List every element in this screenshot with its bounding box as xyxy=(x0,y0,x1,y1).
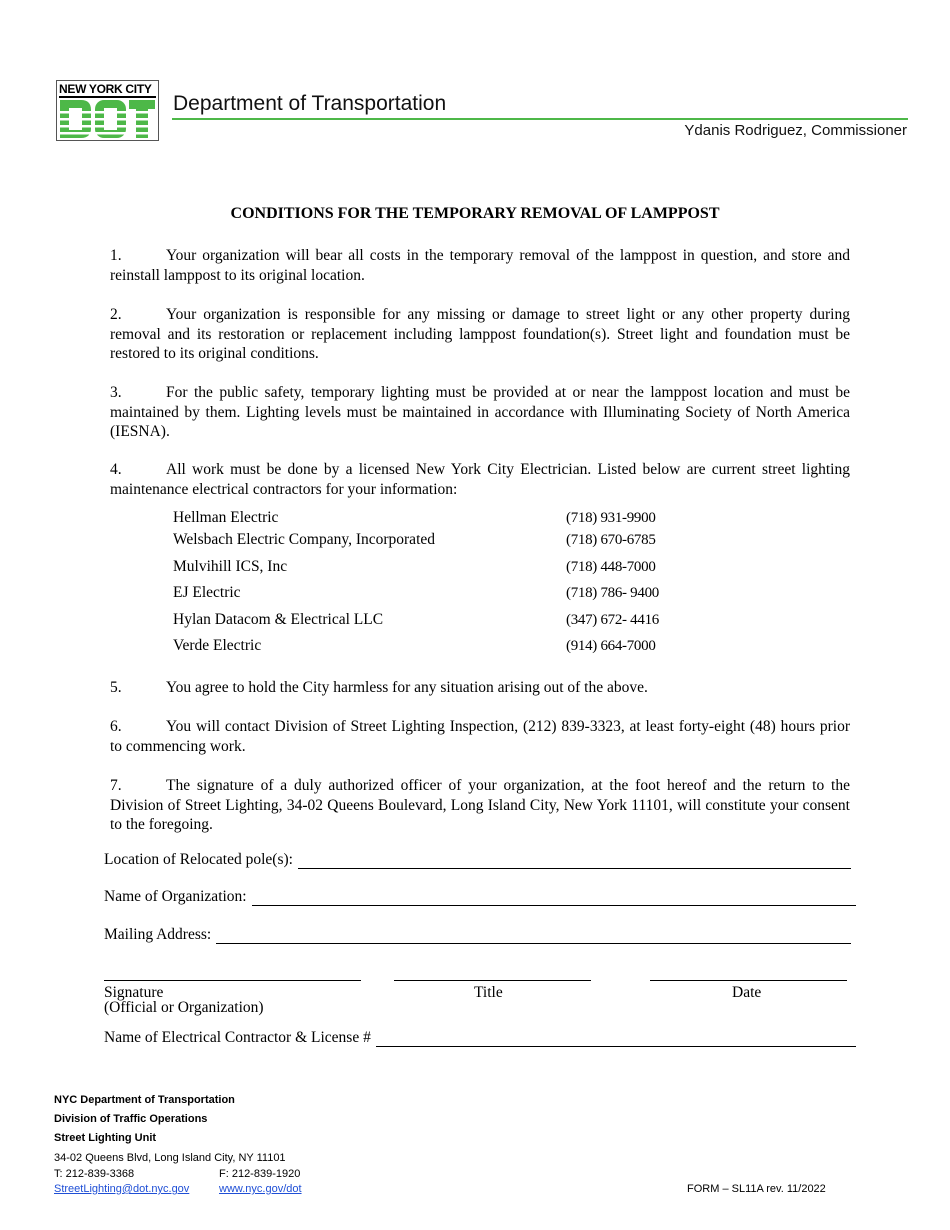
footer-agency: NYC Department of Transportation xyxy=(54,1094,235,1106)
contractor-phone: (718) 670-6785 xyxy=(566,532,656,548)
condition-number: 1. xyxy=(110,247,122,264)
condition-number: 7. xyxy=(110,777,122,794)
contractor-name: Mulvihill ICS, Inc xyxy=(173,558,288,575)
contractor-license-line[interactable] xyxy=(376,1032,856,1047)
contractor-phone: (718) 448-7000 xyxy=(566,559,656,575)
organization-line[interactable] xyxy=(252,891,856,906)
contractor-license-field[interactable] xyxy=(104,1029,856,1047)
condition-text: You will contact Division of Street Lighting Inspection, (212) 839-3323, at least forty-eight (48) hours prior to commencing work. xyxy=(110,718,850,755)
signature-line[interactable] xyxy=(104,979,361,981)
condition-2 xyxy=(110,305,850,364)
contractor-name: Verde Electric xyxy=(173,637,262,654)
contractor-phone: (718) 931-9900 xyxy=(566,510,656,526)
organization-label: Name of Organization: xyxy=(104,888,247,905)
contractor-license-label: Name of Electrical Contractor & License # xyxy=(104,1029,371,1046)
condition-3 xyxy=(110,383,850,442)
commissioner-name: Ydanis Rodriguez, Commissioner xyxy=(684,122,907,139)
footer-website-link[interactable]: www.nyc.gov/dot xyxy=(219,1183,302,1195)
form-id: FORM – SL11A rev. 11/2022 xyxy=(687,1183,826,1195)
footer-fax: F: 212-839-1920 xyxy=(219,1168,301,1180)
footer-email-link[interactable]: StreetLighting@dot.nyc.gov xyxy=(54,1183,190,1195)
document-title: CONDITIONS FOR THE TEMPORARY REMOVAL OF LAMPPOST xyxy=(230,205,720,222)
condition-number: 3. xyxy=(110,384,122,401)
condition-text: For the public safety, temporary lighting must be provided at or near the lamppost location and must be maintained by them. Lighting levels must be maintained in accordance with Illuminating Society of North America (IESNA). xyxy=(110,384,850,440)
condition-text: All work must be done by a licensed New York City Electrician. Listed below are current street lighting maintenance electrical contractors for your information: xyxy=(110,461,850,498)
signature-label: Signature xyxy=(104,984,164,1001)
footer-phone: T: 212-839-3368 xyxy=(54,1168,135,1180)
condition-text: Your organization is responsible for any missing or damage to street light or any other property during removal and its restoration or replacement including lamppost foundation(s). Street light and foundation must be restored to its original conditions. xyxy=(110,306,850,362)
condition-text: The signature of a duly authorized officer of your organization, at the foot hereof and the return to the Division of Street Lighting, 34-02 Queens Boulevard, Long Island City, New York 11101, will constitute your consent to the foregoing. xyxy=(110,777,850,833)
condition-6 xyxy=(110,717,850,756)
condition-text: Your organization will bear all costs in the temporary removal of the lamppost in question, and store and reinstall lamppost to its original location. xyxy=(110,247,850,284)
condition-number: 5. xyxy=(110,679,122,696)
location-label: Location of Relocated pole(s): xyxy=(104,851,293,868)
date-line[interactable] xyxy=(650,979,847,981)
contractor-name: Hellman Electric xyxy=(173,509,279,526)
location-line[interactable] xyxy=(298,854,851,869)
title-line[interactable] xyxy=(394,979,591,981)
condition-number: 4. xyxy=(110,461,122,478)
footer-address: 34-02 Queens Blvd, Long Island City, NY 11101 xyxy=(54,1152,286,1164)
condition-7 xyxy=(110,776,850,835)
contractor-name: EJ Electric xyxy=(173,584,241,601)
department-title: Department of Transportation xyxy=(173,92,447,115)
condition-1 xyxy=(110,246,850,285)
footer-division: Division of Traffic Operations xyxy=(54,1113,208,1125)
organization-field[interactable] xyxy=(104,888,856,906)
signature-sublabel: (Official or Organization) xyxy=(104,999,264,1016)
mailing-address-field[interactable] xyxy=(104,926,851,944)
contractor-phone: (347) 672- 4416 xyxy=(566,612,659,628)
condition-5 xyxy=(110,678,850,698)
contractor-name: Hylan Datacom & Electrical LLC xyxy=(173,611,384,628)
logo-dot-letters xyxy=(59,99,156,139)
contractor-phone: (914) 664-7000 xyxy=(566,638,656,654)
contractor-phone: (718) 786- 9400 xyxy=(566,585,659,601)
location-field[interactable] xyxy=(104,851,851,869)
footer-unit: Street Lighting Unit xyxy=(54,1132,157,1144)
logo-city-text: NEW YORK CITY xyxy=(59,82,152,96)
condition-text: You agree to hold the City harmless for any situation arising out of the above. xyxy=(166,679,648,696)
title-label: Title xyxy=(474,984,503,1001)
nyc-dot-logo xyxy=(56,80,159,141)
contractor-name: Welsbach Electric Company, Incorporated xyxy=(173,531,436,548)
mailing-address-label: Mailing Address: xyxy=(104,926,212,943)
condition-4 xyxy=(110,460,850,499)
mailing-address-line[interactable] xyxy=(216,929,851,944)
header-rule xyxy=(172,118,908,120)
condition-number: 2. xyxy=(110,306,122,323)
condition-number: 6. xyxy=(110,718,122,735)
date-label: Date xyxy=(732,984,762,1001)
logo-divider xyxy=(59,96,156,98)
